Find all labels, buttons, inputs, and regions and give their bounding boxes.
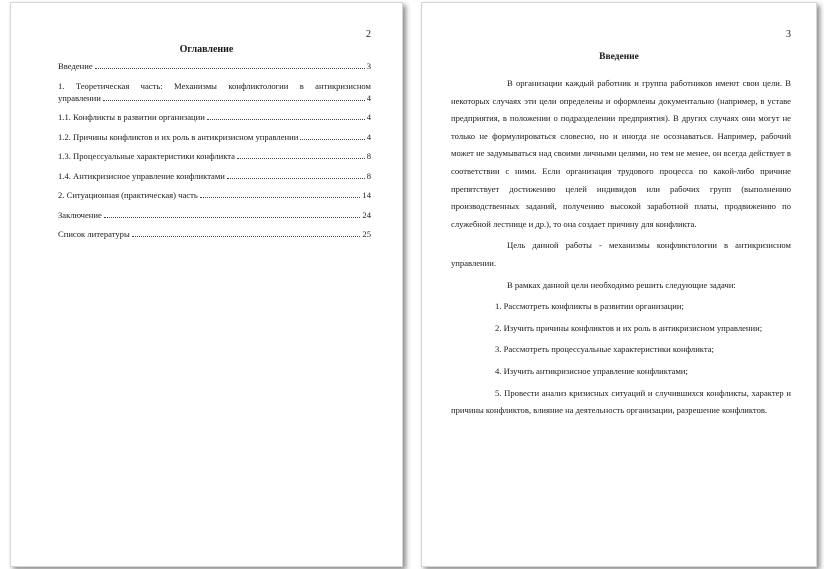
toc-entry-page: 14 bbox=[362, 190, 371, 200]
toc-entry bbox=[58, 111, 371, 123]
toc-entry bbox=[58, 60, 371, 72]
task-item: 5. Провести анализ кризисных ситуаций и случившихся конфликты, характер и причины конфликтов, влияние на деятельность организации, разрешение конфликтов. bbox=[451, 387, 791, 416]
page-number: 2 bbox=[366, 29, 371, 40]
page-number: 3 bbox=[786, 29, 791, 40]
toc-entry-page: 8 bbox=[366, 170, 371, 181]
toc-entry bbox=[58, 150, 371, 162]
toc-entry-page: 25 bbox=[362, 229, 371, 239]
toc-entry-title: 1.4. Антикризисное управление конфликтами bbox=[58, 170, 225, 181]
task-item: 2. Изучить причины конфликтов и их роль в антикризисном управлении; bbox=[495, 322, 763, 333]
toc-entry bbox=[58, 189, 371, 201]
toc-entry bbox=[58, 228, 371, 240]
document-page-left bbox=[10, 2, 403, 567]
paragraph: В организации каждый работник и группа работников имеют свои цели. В некоторых случаях эти цели определены и оформлены документально (например, в уставе предприятия, в положении о подразделении предприятия). В других случаях они могут не только не формулироваться словесно, но и иногда не осознаваться. Например, рабочий может не задумываться над своими личными целями, но тем не менее, он всегда действует в соответствии с ними. Если организация трудового процесса по какой-либо причине препятствует достижению целей индивидов или рабочих групп (выполнению производственных заданий, получению высокой заработной платы, продвижению по служебной лестнице и др.), то она создает причину для конфликта. bbox=[451, 78, 791, 229]
toc-entry-title: Заключение bbox=[58, 209, 102, 220]
toc-entry-page: 4 bbox=[366, 131, 371, 142]
toc-entry-page: 8 bbox=[366, 151, 371, 161]
section-heading: Введение bbox=[599, 52, 639, 62]
paragraph: Цель данной работы - механизмы конфликтологии в антикризисном управлении. bbox=[451, 240, 791, 268]
toc-entry-page: 3 bbox=[366, 61, 371, 71]
section-body bbox=[451, 75, 791, 424]
toc-entry-title: 1.2. Причины конфликтов и их роль в антикризисном управлении bbox=[58, 131, 299, 142]
toc-entry-page: 4 bbox=[366, 92, 371, 103]
toc-entry-title: 1.1. Конфликты в развитии организации bbox=[58, 112, 205, 122]
task-item: 1. Рассмотреть конфликты в развитии организации; bbox=[495, 301, 684, 312]
task-item: 3. Рассмотреть процессуальные характеристики конфликта; bbox=[495, 344, 714, 355]
toc-entry-title: 2. Ситуационная (практическая) часть bbox=[58, 190, 198, 200]
toc-entry-title: 1. Теоретическая часть: Механизмы конфликтологии в антикризисном bbox=[58, 80, 371, 91]
toc-entry-title: 1.3. Процессуальные характеристики конфликта bbox=[58, 151, 235, 161]
toc-entry bbox=[58, 170, 371, 182]
toc-heading: Оглавление bbox=[179, 44, 234, 55]
toc-entry bbox=[58, 209, 371, 221]
toc-entry bbox=[58, 131, 371, 143]
toc-entry-title: Введение bbox=[58, 61, 93, 71]
table-of-contents bbox=[58, 60, 371, 248]
document-page-right bbox=[421, 2, 817, 567]
paragraph: В рамках данной цели необходимо решить следующие задачи: bbox=[507, 279, 736, 290]
toc-entry-page: 4 bbox=[366, 112, 371, 122]
toc-entry-page: 24 bbox=[362, 209, 371, 220]
toc-entry-title: Список литературы bbox=[58, 229, 130, 239]
toc-entry-title-cont: управлении bbox=[58, 92, 101, 103]
task-item: 4. Изучить антикризисное управление конфликтами; bbox=[495, 365, 688, 376]
toc-entry bbox=[58, 80, 371, 104]
